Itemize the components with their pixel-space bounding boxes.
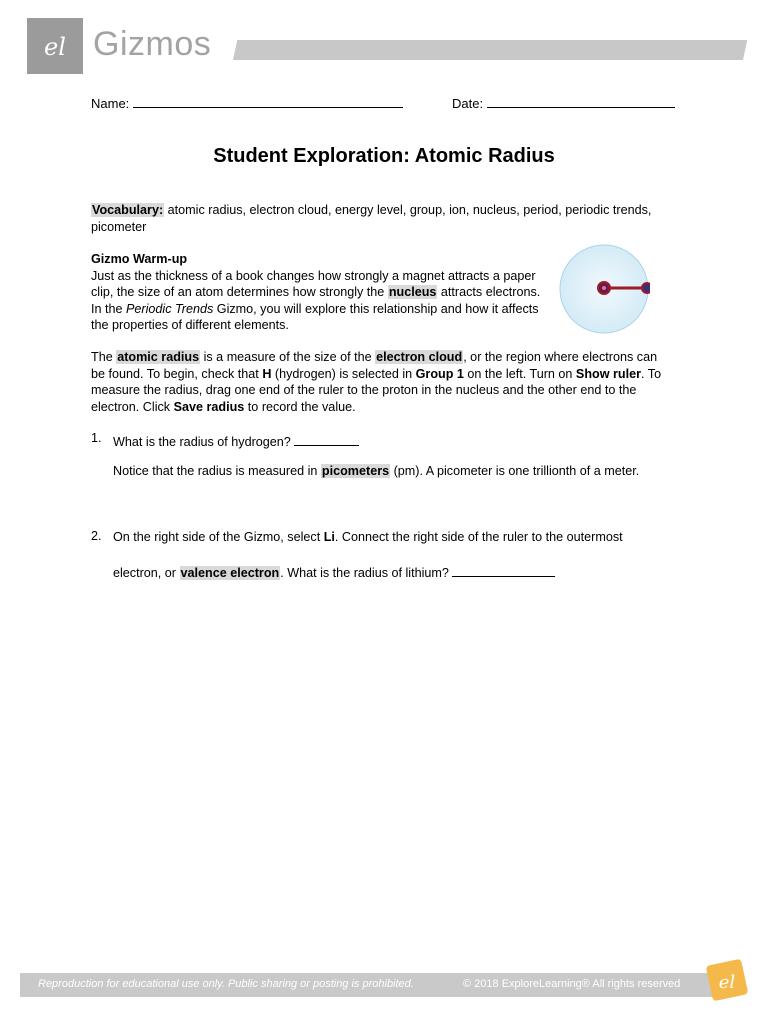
name-field	[91, 93, 403, 111]
term-electron-cloud: electron cloud	[376, 350, 463, 364]
warmup-text-3: Gizmo, you will explore this relationship and how it affects the properties of different elements.	[91, 301, 539, 332]
warmup-text-1: Just as the thickness of a book changes how strongly a magnet attracts a paper clip, the size of an atom determines how strongly the	[91, 268, 536, 299]
intro-text-7: to record the value.	[244, 399, 356, 414]
svg-text:el: el	[718, 972, 736, 993]
q1-note	[113, 463, 658, 480]
date-label: Date:	[452, 96, 484, 111]
q2-number: 2.	[91, 529, 102, 543]
term-atomic-radius: atomic radius	[117, 350, 200, 364]
q1-question	[113, 431, 673, 451]
q1-number: 1.	[91, 431, 102, 445]
element-li: Li	[323, 530, 335, 544]
intro-paragraph	[91, 349, 671, 415]
name-blank[interactable]	[133, 93, 403, 108]
date-field	[452, 93, 675, 111]
element-h: H	[262, 366, 272, 381]
term-nucleus: nucleus	[388, 285, 437, 299]
q2-answer-blank[interactable]	[452, 562, 555, 577]
intro-text-6: . To measure the radius, drag one end of the ruler to the proton in the nucleus and the other end to the electron. Click	[91, 366, 662, 414]
intro-text-3: , or the region where electrons can be found. To begin, check that	[91, 350, 658, 381]
vocabulary-label: Vocabulary:	[92, 203, 164, 217]
name-label: Name:	[91, 96, 130, 111]
gizmo-name: Periodic Trends	[126, 301, 214, 316]
warmup-text	[91, 268, 546, 334]
footer-logo-icon	[703, 958, 751, 1004]
intro-text-1: The	[91, 350, 117, 364]
vocabulary-paragraph	[91, 202, 671, 235]
intro-text-2: is a measure of the size of the	[200, 350, 376, 364]
logo-text: el	[44, 33, 66, 61]
term-picometers: picometers	[321, 464, 390, 478]
q2-text-4: . What is the radius of lithium?	[280, 566, 449, 580]
header-decorative-bar	[233, 40, 747, 60]
atom-illustration	[558, 243, 650, 335]
q2-text-3: electron, or	[113, 566, 180, 580]
q2-line-2	[113, 562, 693, 582]
q2-line-1	[113, 529, 693, 546]
footer-disclaimer: Reproduction for educational use only. Public sharing or posting is prohibited.	[38, 978, 414, 990]
warmup-section	[91, 251, 546, 334]
intro-text-5: on the left. Turn on	[463, 366, 576, 381]
page-title: Student Exploration: Atomic Radius	[213, 145, 555, 167]
warmup-text-2: attracts electrons. In the	[91, 285, 541, 316]
save-radius: Save radius	[173, 399, 245, 414]
group-1: Group 1	[415, 366, 464, 381]
explorelearning-logo	[27, 18, 83, 74]
vocabulary-text: atomic radius, electron cloud, energy level, group, ion, nucleus, period, periodic trends, picometer	[91, 203, 652, 234]
intro-text-4: (hydrogen) is selected in	[271, 366, 416, 381]
q2-text-1: On the right side of the Gizmo, select	[113, 530, 324, 544]
electron-dot	[642, 283, 650, 293]
brand-title: Gizmos	[93, 25, 212, 63]
q1-note-1: Notice that the radius is measured in	[113, 464, 321, 478]
show-ruler: Show ruler	[575, 366, 641, 381]
q1-text: What is the radius of hydrogen?	[113, 435, 291, 449]
q1-answer-blank[interactable]	[294, 431, 359, 446]
q1-note-2: (pm). A picometer is one trillionth of a meter.	[390, 464, 640, 478]
q2-text-2: . Connect the right side of the ruler to the outermost	[334, 530, 623, 544]
footer-copyright: © 2018 ExploreLearning® All rights reserved	[463, 978, 681, 990]
term-valence-electron: valence electron	[180, 566, 280, 580]
warmup-heading: Gizmo Warm-up	[91, 252, 188, 266]
date-blank[interactable]	[487, 93, 675, 108]
